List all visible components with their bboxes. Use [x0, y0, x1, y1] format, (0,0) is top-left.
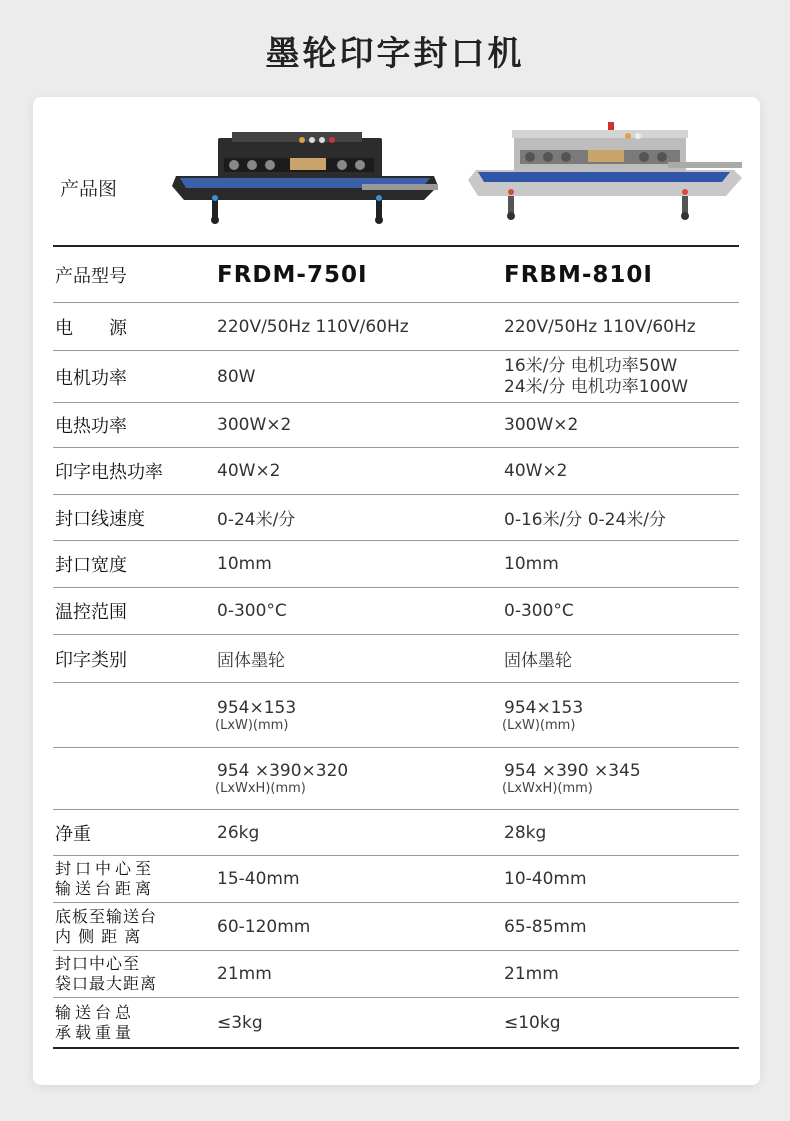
table-row — [53, 303, 739, 351]
table-row — [53, 810, 739, 856]
value-a: 26kg — [217, 822, 260, 843]
value-a: 220V/50Hz 110V/60Hz — [217, 316, 409, 337]
row-label: 产品型号 — [55, 265, 127, 287]
value-a — [217, 683, 497, 747]
row-label: 电机功率 — [55, 367, 127, 389]
row-label-line1: 封口中心至 — [55, 954, 141, 973]
value-a: 固体墨轮 — [217, 651, 285, 671]
table-row — [53, 856, 739, 903]
table-row — [53, 998, 739, 1047]
value-b: 65-85mm — [504, 916, 587, 937]
table-row — [53, 903, 739, 951]
value-b: 0-300°C — [504, 601, 574, 621]
page-title: 墨轮印字封口机 — [265, 34, 525, 74]
value-b-line1: 16米/分 电机功率50W — [504, 355, 678, 376]
value-b: 28kg — [504, 822, 547, 843]
row-label-line1: 输送台总 — [55, 1002, 136, 1022]
row-label — [55, 998, 205, 1047]
product-image-label: 产品图 — [60, 178, 118, 200]
value-a: 60-120mm — [217, 916, 311, 937]
value-b: 10-40mm — [504, 869, 587, 889]
value-b — [504, 748, 739, 809]
value-b: 300W×2 — [504, 415, 579, 435]
value-b-main: 954 ×390 ×345 — [504, 761, 641, 781]
model-a: FRDM-750I — [217, 261, 368, 288]
row-label-line2: 输送台距离 — [55, 879, 156, 898]
value-b: 220V/50Hz 110V/60Hz — [504, 316, 696, 337]
table-row — [53, 951, 739, 998]
value-a-unit: (LxW)(mm) — [215, 717, 289, 733]
row-label — [55, 951, 205, 997]
table-row — [53, 541, 739, 588]
row-label: 印字电热功率 — [55, 462, 163, 483]
frbm-810i-machine-image — [468, 122, 742, 222]
value-b-unit: (LxW)(mm) — [502, 717, 576, 733]
table-row — [53, 448, 739, 495]
value-b — [504, 351, 739, 402]
row-label-line2: 袋口最大距离 — [55, 974, 158, 993]
row-label: 净重 — [55, 823, 91, 845]
row-label: 印字类别 — [55, 649, 127, 671]
row-label — [55, 856, 205, 902]
row-label: 封口线速度 — [55, 508, 145, 530]
row-label — [55, 748, 205, 809]
row-label: 电热功率 — [55, 416, 127, 437]
table-row — [53, 403, 739, 448]
value-a: 300W×2 — [217, 415, 292, 435]
table-row — [53, 635, 739, 683]
table-row — [53, 683, 739, 748]
value-a: 40W×2 — [217, 461, 281, 481]
table-row — [53, 247, 739, 303]
table-row — [53, 495, 739, 541]
value-b: ≤10kg — [504, 1012, 561, 1033]
value-b: 固体墨轮 — [504, 651, 572, 671]
row-label-line1: 封口中心至 — [55, 859, 156, 878]
value-a: 15-40mm — [217, 869, 300, 889]
row-label — [55, 683, 205, 747]
spec-table — [53, 245, 739, 1049]
value-a: 80W — [217, 366, 256, 387]
value-a-main: 954 ×390×320 — [217, 761, 349, 781]
value-b-line2: 24米/分 电机功率100W — [504, 376, 689, 397]
value-b — [504, 683, 739, 747]
value-b-unit: (LxWxH)(mm) — [502, 781, 593, 796]
value-b: 0-16米/分 0-24米/分 — [504, 510, 667, 530]
table-row — [53, 748, 739, 810]
value-b: 10mm — [504, 554, 559, 574]
row-label-line1: 底板至输送台 — [55, 906, 158, 926]
row-label: 电 源 — [55, 317, 127, 339]
value-a-unit: (LxWxH)(mm) — [215, 781, 306, 796]
value-a: 0-300°C — [217, 601, 287, 621]
value-b: 21mm — [504, 964, 559, 984]
row-label: 温控范围 — [55, 602, 127, 623]
row-label-line2: 承载重量 — [55, 1022, 136, 1042]
row-label: 封口宽度 — [55, 555, 127, 576]
row-label-line2: 内 侧 距 离 — [55, 926, 142, 946]
value-b-main: 954×153 — [504, 697, 584, 718]
value-a: 21mm — [217, 964, 272, 984]
value-a: 0-24米/分 — [217, 510, 296, 530]
table-row — [53, 351, 739, 403]
value-a: ≤3kg — [217, 1012, 263, 1033]
value-a-main: 954×153 — [217, 697, 297, 718]
model-b: FRBM-810I — [504, 261, 653, 288]
frdm-750i-machine-image — [172, 128, 438, 226]
table-row — [53, 588, 739, 635]
row-label — [55, 903, 205, 950]
value-a: 10mm — [217, 554, 272, 574]
value-a — [217, 748, 497, 809]
value-b: 40W×2 — [504, 461, 568, 481]
